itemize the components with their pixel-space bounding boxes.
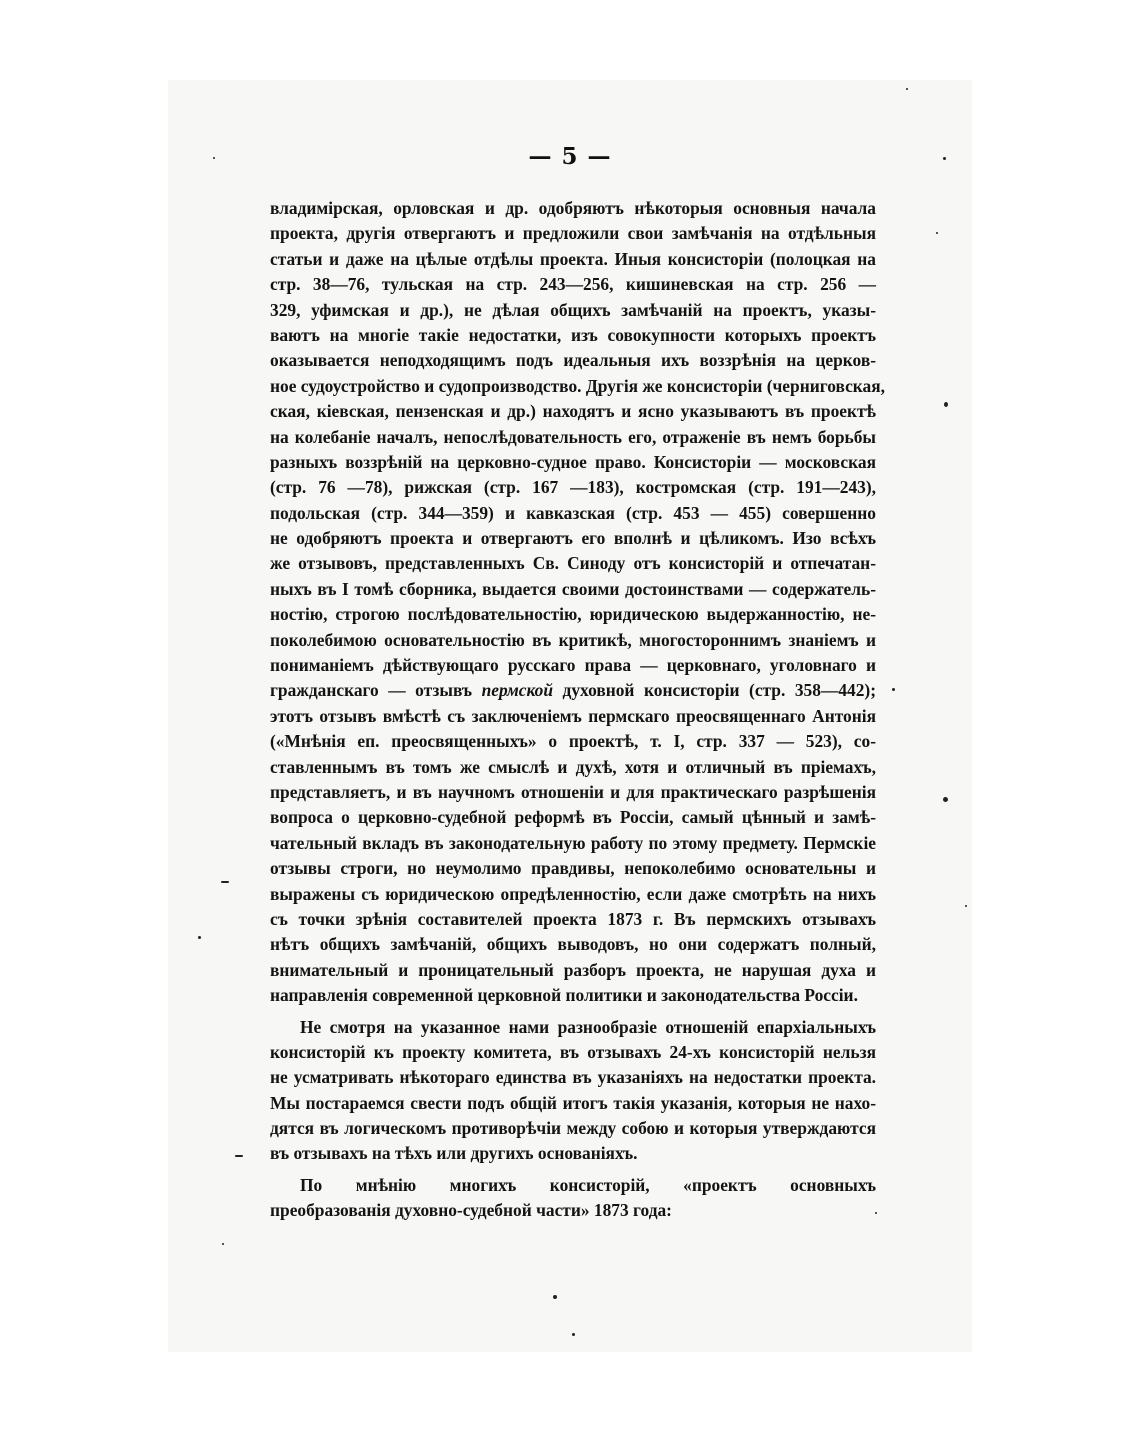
text-line: проекта, другія отвергаютъ и предложили свои замѣчанія на отдѣльныя bbox=[270, 223, 876, 244]
scan-speck bbox=[213, 157, 215, 159]
text-line: статьи и даже на цѣлые отдѣлы проекта. Иныя консисторіи (полоцкая на bbox=[270, 248, 876, 269]
text-line: ставленнымъ въ томъ же смыслѣ и духѣ, хотя и отличный въ пріемахъ, bbox=[270, 756, 876, 777]
scan-speck bbox=[572, 1333, 575, 1336]
scan-speck bbox=[892, 688, 895, 691]
text-line: Мы постараемся свести подъ общій итогъ такія указанія, которыя не нахо- bbox=[270, 1092, 876, 1113]
text-line: ныхъ въ I томѣ сборника, выдается своими достоинствами — содержатель- bbox=[270, 578, 876, 599]
text-line: не одобряютъ проекта и отвергаютъ его вполнѣ и цѣликомъ. Изо всѣхъ bbox=[270, 528, 876, 549]
scan-speck bbox=[221, 881, 229, 883]
text-line: внимательный и проницательный разборъ проекта, не нарушая духа и bbox=[270, 959, 876, 980]
text-line: ская, кіевская, пензенская и др.) находятъ и ясно указываютъ въ проектѣ bbox=[270, 401, 876, 422]
scan-speck bbox=[965, 905, 967, 907]
text-line: владимірская, орловская и др. одобряютъ нѣкоторыя основныя начала bbox=[270, 198, 876, 218]
text-line: направленія современной церковной политики и законодательства Россіи. bbox=[270, 985, 858, 1006]
text-line: не усматривать нѣкотораго единства въ указаніяхъ на недостатки проекта. bbox=[270, 1067, 876, 1088]
text-line: съ точки зрѣнія составителей проекта 1873 г. Въ пермскихъ отзывахъ bbox=[270, 908, 876, 929]
text-line: (стр. 76 —78), рижская (стр. 167 —183), костромская (стр. 191—243), bbox=[270, 477, 876, 498]
body-text bbox=[270, 196, 885, 1224]
text-line: стр. 38—76, тульская на стр. 243—256, кишиневская на стр. 256 — bbox=[270, 274, 876, 295]
text-line: пониманіемъ дѣйствующаго русскаго права — церковнаго, уголовнаго и bbox=[270, 655, 876, 676]
scan-speck bbox=[875, 1212, 877, 1214]
text-line: консисторій къ проекту комитета, въ отзывахъ 24-хъ консисторій нельзя bbox=[270, 1041, 876, 1062]
scan-speck bbox=[944, 402, 948, 407]
scan-speck bbox=[198, 936, 201, 939]
scan-speck bbox=[553, 1295, 557, 1299]
text-line: дятся въ логическомъ противорѣчіи между собою и которыя утверждаются bbox=[270, 1118, 876, 1139]
text-line: («Мнѣнія еп. преосвященныхъ» о проектѣ, т. I, стр. 337 — 523), со- bbox=[270, 731, 876, 752]
scan-speck bbox=[222, 1243, 224, 1245]
text-line: разныхъ воззрѣній на церковно-судное право. Консисторіи — московская bbox=[270, 451, 876, 472]
text-line: отзывы строги, но неумолимо правдивы, непоколебимо основательны и bbox=[270, 858, 876, 879]
text-line: Не смотря на указанное нами разнообразіе отношеній епархіальныхъ bbox=[300, 1016, 876, 1037]
scan-speck bbox=[235, 1155, 243, 1157]
scan-speck bbox=[936, 232, 938, 234]
text-line: въ отзывахъ на тѣхъ или другихъ основаніяхъ. bbox=[270, 1143, 638, 1164]
text-line: поколебимою основательностію въ критикѣ, многостороннимъ знаніемъ и bbox=[270, 629, 876, 650]
page-number: — 5 — bbox=[528, 143, 612, 170]
text-line: оказывается неподходящимъ подъ идеальныя ихъ воззрѣнія на церков- bbox=[270, 350, 876, 371]
text-line: этотъ отзывъ вмѣстѣ съ заключеніемъ пермскаго преосвященнаго Антонія bbox=[270, 705, 876, 726]
text-line: нѣтъ общихъ замѣчаній, общихъ выводовъ, но они содержатъ полный, bbox=[270, 934, 876, 955]
text-line: же отзывовъ, представленныхъ Св. Синоду отъ консисторій и отпечатан- bbox=[270, 553, 876, 574]
text-line: ваютъ на многіе такіе недостатки, изъ совокупности которыхъ проектъ bbox=[270, 324, 876, 345]
text-line: на колебаніе началъ, непослѣдовательность его, отраженіе въ немъ борьбы bbox=[270, 426, 876, 447]
emphasized-word: пермской bbox=[481, 680, 553, 701]
text-line: чательный вкладъ въ законодательную работу по этому предмету. Пермскіе bbox=[270, 832, 876, 853]
text-line: ностію, строгою послѣдовательностію, юридическою выдержанностію, не- bbox=[270, 604, 876, 625]
text-line: выражены съ юридическою опредѣленностію, если даже смотрѣть на нихъ bbox=[270, 883, 876, 904]
text-line: ное судоустройство и судопроизводство. Другія же консисторіи (черниговская, bbox=[270, 375, 885, 396]
text-line: вопроса о церковно-судебной реформѣ въ Россіи, самый цѣнный и замѣ- bbox=[270, 807, 876, 828]
scan-speck bbox=[943, 797, 948, 802]
scan-speck bbox=[943, 157, 946, 160]
text-line: представляетъ, и въ научномъ отношеніи и для практическаго разрѣшенія bbox=[270, 781, 876, 802]
text-line: гражданскаго — отзывъ пермской духовной консисторіи (стр. 358—442); bbox=[270, 680, 876, 701]
text-line: преобразованія духовно-судебной части» 1873 года: bbox=[270, 1200, 672, 1221]
text-line: По мнѣнію многихъ консисторій, «проектъ основныхъ bbox=[300, 1174, 876, 1195]
text-line: 329, уфимская и др.), не дѣлая общихъ замѣчаній на проектъ, указы- bbox=[270, 299, 876, 320]
text-line: подольская (стр. 344—359) и кавказская (стр. 453 — 455) совершенно bbox=[270, 502, 876, 523]
scan-speck bbox=[906, 88, 908, 90]
